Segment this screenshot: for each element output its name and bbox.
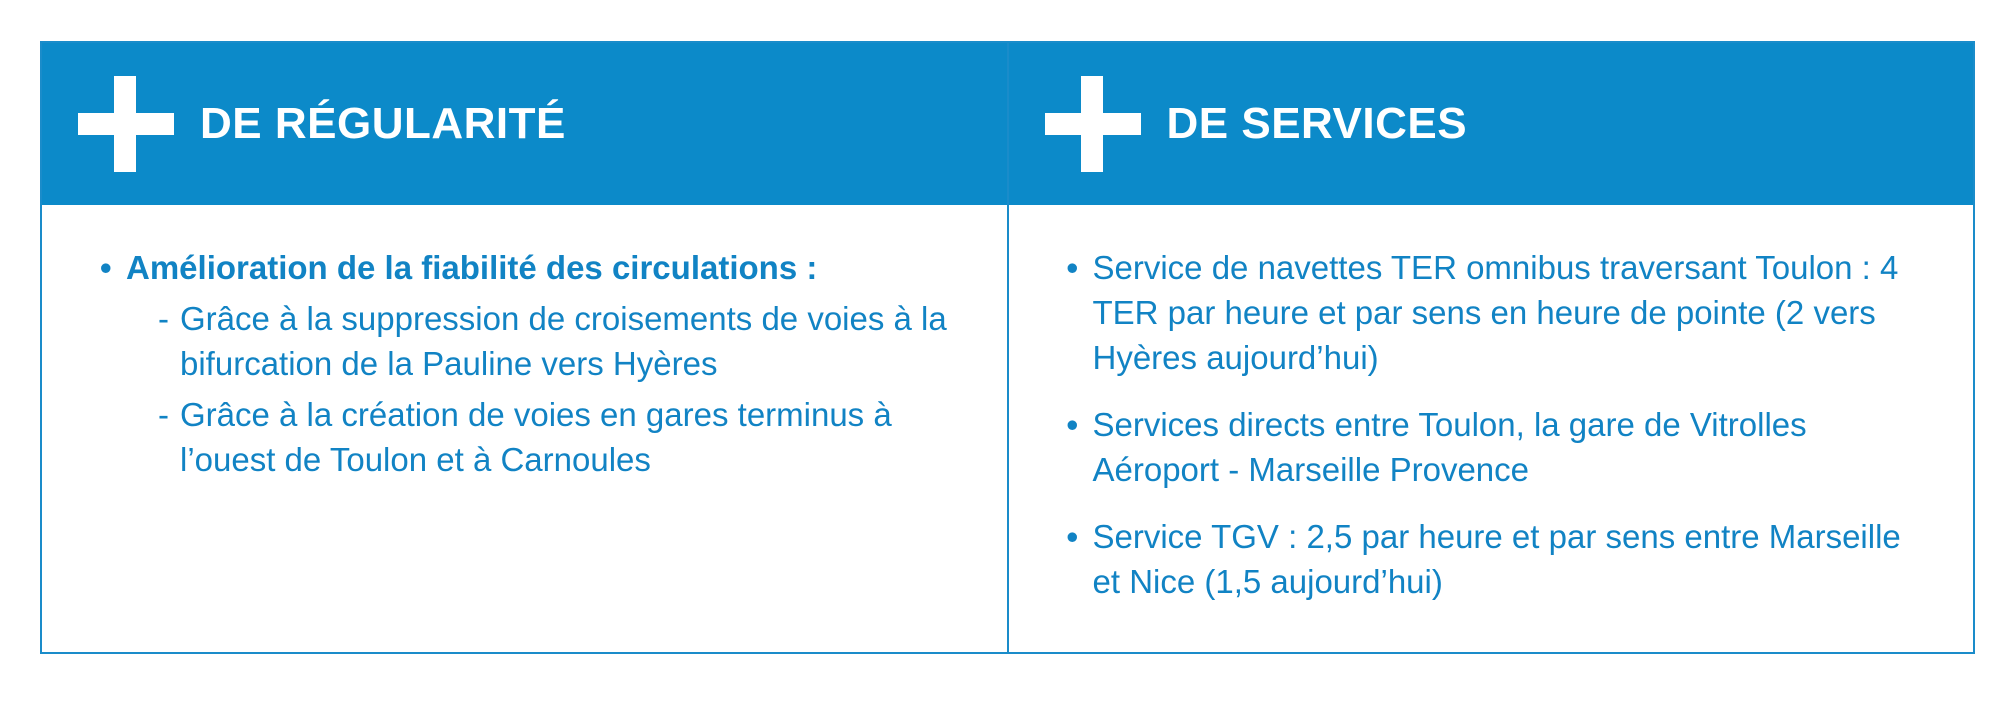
bullet-text: Service TGV : 2,5 par heure et par sens entre Marseille et Nice (1,5 aujourd’hui): [1092, 518, 1901, 600]
list-item: [100, 245, 967, 482]
dash-marker: -: [158, 300, 169, 337]
regularite-header: [42, 43, 1007, 205]
bullet-marker: •: [1066, 249, 1079, 286]
services-title: DE SERVICES: [1166, 99, 1468, 148]
sub-list-item: [158, 296, 967, 386]
bullet-text: Services directs entre Toulon, la gare de Vitrolles Aéroport - Marseille Provence: [1092, 406, 1807, 488]
list-item: [1067, 402, 1934, 492]
bullet-marker: •: [100, 249, 112, 286]
regularite-body: [42, 205, 1007, 652]
sub-list-item: [158, 392, 967, 482]
regularite-column: [42, 43, 1007, 652]
comparison-table: [40, 41, 1975, 654]
sub-list: [126, 296, 967, 482]
plus-icon: [78, 76, 174, 172]
services-header: [1009, 43, 1974, 205]
plus-icon: [1045, 76, 1141, 172]
main-bullet-text: Amélioration de la fiabilité des circulations :: [126, 249, 818, 286]
list-item: [1067, 514, 1934, 604]
dash-marker: -: [158, 396, 169, 433]
services-body: [1009, 205, 1974, 652]
sub-item-text: Grâce à la suppression de croisements de voies à la bifurcation de la Pauline vers Hyères: [180, 300, 947, 382]
regularite-title: DE RÉGULARITÉ: [200, 99, 566, 148]
sub-item-text: Grâce à la création de voies en gares terminus à l’ouest de Toulon et à Carnoules: [180, 396, 892, 478]
bullet-marker: •: [1066, 406, 1079, 443]
list-item: [1067, 245, 1934, 380]
services-column: [1007, 43, 1974, 652]
bullet-text: Service de navettes TER omnibus traversant Toulon : 4 TER par heure et par sens en heure de pointe (2 vers Hyères aujourd’hui): [1092, 249, 1899, 376]
bullet-marker: •: [1066, 518, 1079, 555]
